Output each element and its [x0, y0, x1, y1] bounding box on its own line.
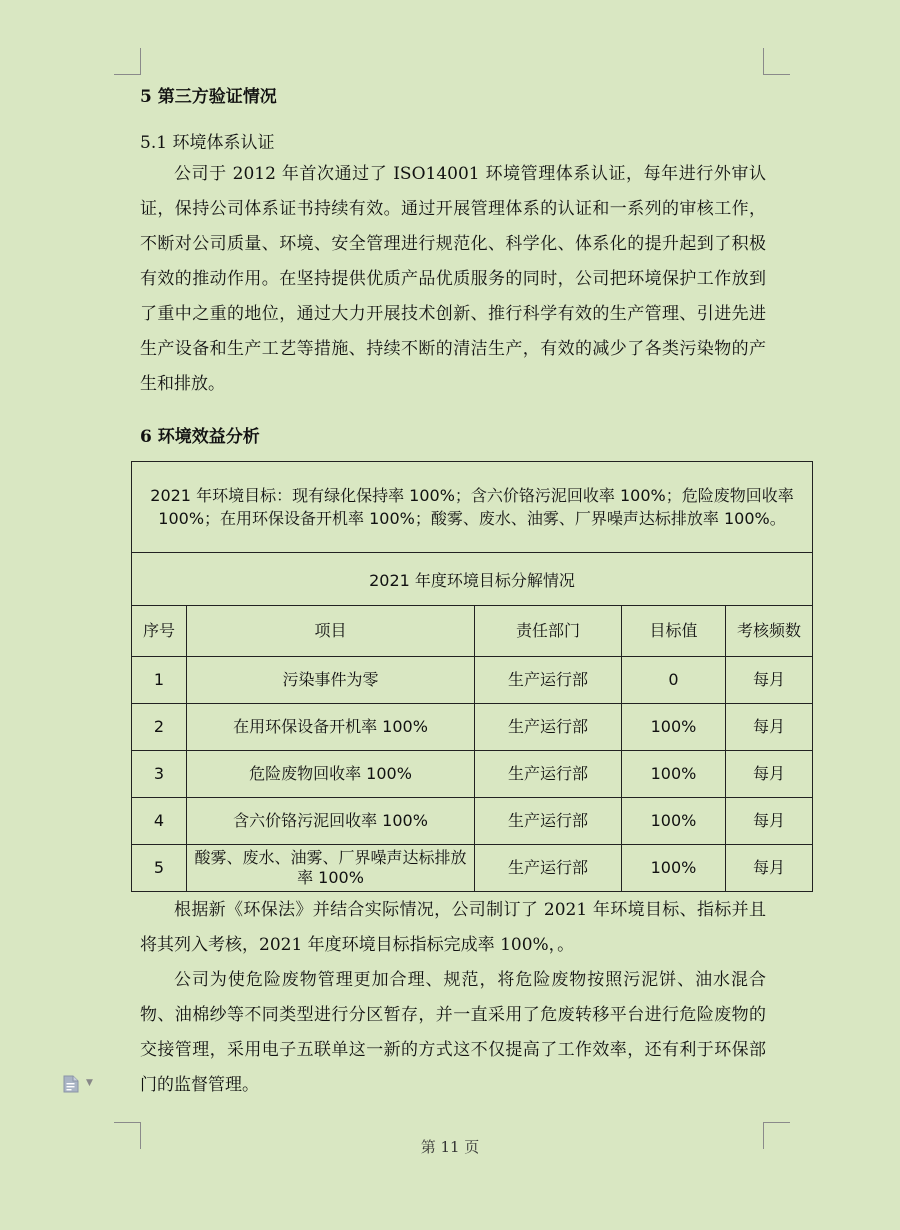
chevron-down-icon[interactable]: ▼	[86, 1078, 93, 1088]
row-item: 酸雾、废水、油雾、厂界噪声达标排放率 100%	[187, 845, 475, 892]
row-no: 2	[132, 704, 187, 751]
row-no: 5	[132, 845, 187, 892]
margin-mark-top-left	[114, 48, 141, 75]
row-frequency: 每月	[726, 751, 813, 798]
row-dept: 生产运行部	[475, 657, 622, 704]
row-dept: 生产运行部	[475, 751, 622, 798]
document-menu-icon[interactable]	[63, 1075, 79, 1093]
table-row	[132, 751, 813, 798]
row-frequency: 每月	[726, 657, 813, 704]
table-row	[132, 798, 813, 845]
header-item: 项目	[187, 606, 475, 657]
row-item: 在用环保设备开机率 100%	[187, 704, 475, 751]
section-5-1-heading: 5.1 环境体系认证	[140, 133, 275, 153]
table-row	[132, 704, 813, 751]
row-item: 污染事件为零	[187, 657, 475, 704]
row-item: 含六价铬污泥回收率 100%	[187, 798, 475, 845]
row-frequency: 每月	[726, 845, 813, 892]
hazardous-waste-paragraph: 公司为使危险废物管理更加合理、规范，将危险废物按照污泥饼、油水混合物、油棉纱等不同类型进行分区暂存，并一直采用了危废转移平台进行危险废物的交接管理，采用电子五联单这一新的方式这不仅提高了工作效率，还有利于环保部门的监督管理。	[140, 970, 766, 1095]
table-title: 2021 年度环境目标分解情况	[132, 553, 813, 606]
row-frequency: 每月	[726, 704, 813, 751]
row-target: 100%	[622, 751, 726, 798]
annual-goal-cell: 2021 年环境目标：现有绿化保持率 100%；含六价铬污泥回收率 100%；危险废物回收率 100%；在用环保设备开机率 100%；酸雾、废水、油雾、厂界噪声达标排放率 100%。	[132, 462, 813, 553]
row-no: 1	[132, 657, 187, 704]
row-target: 100%	[622, 845, 726, 892]
row-dept: 生产运行部	[475, 704, 622, 751]
table-row	[132, 657, 813, 704]
header-target: 目标值	[622, 606, 726, 657]
header-dept: 责任部门	[475, 606, 622, 657]
environment-targets-table	[131, 461, 813, 892]
margin-mark-top-right	[763, 48, 790, 75]
targets-paragraph: 根据新《环保法》并结合实际情况，公司制订了 2021 年环境目标、指标并且将其列入考核，2021 年度环境目标指标完成率 100%，。	[140, 900, 766, 955]
header-no: 序号	[132, 606, 187, 657]
row-item: 危险废物回收率 100%	[187, 751, 475, 798]
row-target: 100%	[622, 704, 726, 751]
row-dept: 生产运行部	[475, 798, 622, 845]
row-target: 100%	[622, 798, 726, 845]
page-number: 第 11 页	[420, 1138, 480, 1156]
section-6-heading: 6 环境效益分析	[140, 427, 260, 447]
row-target: 0	[622, 657, 726, 704]
certification-paragraph: 公司于 2012 年首次通过了 ISO14001 环境管理体系认证，每年进行外审认证，保持公司体系证书持续有效。通过开展管理体系的认证和一系列的审核工作，不断对公司质量、环境、安全管理进行规范化、科学化、体系化的提升起到了积极有效的推动作用。在坚持提供优质产品优质服务的同时，公司把环境保护工作放到了重中之重的地位，通过大力开展技术创新、推行科学有效的生产管理、引进先进生产设备和生产工艺等措施、持续不断的清洁生产，有效的减少了各类污染物的产生和排放。	[140, 164, 766, 394]
table-row	[132, 845, 813, 892]
row-frequency: 每月	[726, 798, 813, 845]
row-dept: 生产运行部	[475, 845, 622, 892]
header-frequency: 考核频数	[726, 606, 813, 657]
section-5-heading: 5 第三方验证情况	[140, 87, 277, 107]
row-no: 4	[132, 798, 187, 845]
row-no: 3	[132, 751, 187, 798]
table-header-row	[132, 606, 813, 657]
